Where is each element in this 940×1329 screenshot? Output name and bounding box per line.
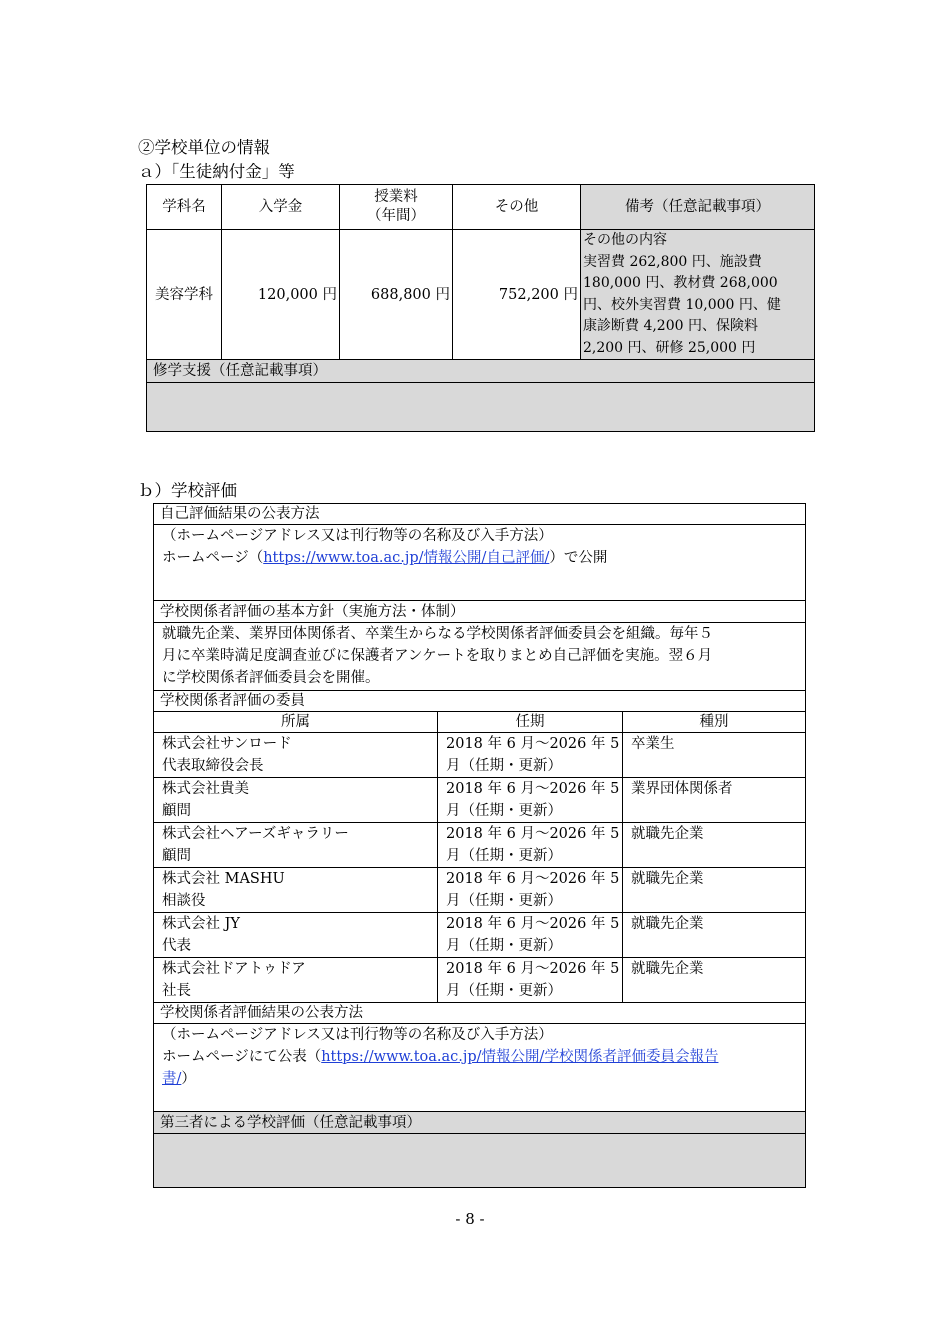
member-org: 株式会社 MASHU [162,871,285,887]
fees-heading: ａ）「生徒納付金」等 [138,162,295,181]
support-value [147,383,815,432]
member-term [438,868,623,913]
member-org: 株式会社ヘアーズギャラリー [162,826,349,842]
members-label-row [154,691,806,712]
member-term-line1: 2018 年 6 月〜2026 年 5 [446,736,620,752]
self-eval-link[interactable]: https://www.toa.ac.jp/情報公開/自己評価/ [263,550,550,566]
cell-department: 美容学科 [147,230,222,360]
policy-content [154,623,806,691]
member-role: 代表 [162,938,191,954]
member-affiliation [154,913,438,958]
cell-admission: 120,000 円 [222,230,340,360]
policy-line: に学校関係者評価委員会を開催。 [162,670,380,686]
member-affiliation [154,958,438,1003]
policy-label-row [154,601,806,623]
section-title: ②学校単位の情報 [138,138,270,157]
member-term-line2: 月（任期・更新） [446,938,562,954]
fees-data-row [147,230,815,360]
header-remarks: 備考（任意記載事項） [581,185,815,230]
member-row [154,913,806,958]
member-type: 就職先企業 [623,868,806,913]
member-type: 就職先企業 [623,913,806,958]
member-org: 株式会社ドアトゥドア [162,961,306,977]
member-type: 就職先企業 [623,823,806,868]
header-other: その他 [453,185,581,230]
member-row [154,868,806,913]
members-header-term: 任期 [438,712,623,733]
remarks-line: その他の内容 [583,232,667,248]
result-line [162,1046,805,1068]
member-term-line1: 2018 年 6 月〜2026 年 5 [446,916,620,932]
result-label: 学校関係者評価結果の公表方法 [154,1003,806,1024]
member-affiliation [154,823,438,868]
policy-label: 学校関係者評価の基本方針（実施方法・体制） [154,601,806,623]
self-eval-suffix: ）で公開 [549,550,608,566]
member-role: 顧問 [162,848,191,864]
fees-header-row [147,185,815,230]
remarks-line: 実習費 262,800 円、施設費 [583,253,762,270]
member-affiliation [154,733,438,778]
member-type: 就職先企業 [623,958,806,1003]
header-department: 学科名 [147,185,222,230]
member-row [154,778,806,823]
member-type: 業界団体関係者 [623,778,806,823]
policy-content-row [154,623,806,691]
cell-other: 752,200 円 [453,230,581,360]
remarks-line: 2,200 円、研修 25,000 円 [583,339,756,356]
member-term [438,778,623,823]
result-content [154,1024,806,1112]
member-org: 株式会社サンロード [162,736,292,752]
member-term-line2: 月（任期・更新） [446,758,562,774]
member-type: 卒業生 [623,733,806,778]
member-org: 株式会社貴美 [162,781,249,797]
self-eval-label-row [154,504,806,525]
result-prefix: ホームページにて公表（ [162,1049,322,1065]
member-role: 代表取締役会長 [162,758,264,774]
member-row [154,823,806,868]
member-row [154,733,806,778]
support-label-row [147,360,815,383]
member-term [438,913,623,958]
member-term-line1: 2018 年 6 月〜2026 年 5 [446,871,620,887]
header-tuition-line1: 授業料 [374,189,418,205]
member-term-line2: 月（任期・更新） [446,983,562,999]
policy-line: 就職先企業、業界団体関係者、卒業生からなる学校関係者評価委員会を組織。毎年５ [162,626,713,642]
member-org: 株式会社 JY [162,916,240,932]
page-number: - 8 - [455,1210,485,1228]
member-role: 社長 [162,983,191,999]
third-party-value-row [154,1134,806,1188]
self-eval-line [162,547,805,569]
member-affiliation [154,868,438,913]
self-eval-prefix: ホームページ（ [162,550,264,566]
member-role: 顧問 [162,803,191,819]
member-role: 相談役 [162,893,206,909]
member-term-line1: 2018 年 6 月〜2026 年 5 [446,781,620,797]
member-term-line2: 月（任期・更新） [446,848,562,864]
member-term-line2: 月（任期・更新） [446,893,562,909]
members-label: 学校関係者評価の委員 [154,691,806,712]
cell-tuition: 688,800 円 [340,230,453,360]
remarks-line: 180,000 円、教材費 268,000 [583,275,778,291]
header-tuition [340,185,453,230]
policy-line: 月に卒業時満足度調査並びに保護者アンケートを取りまとめ自己評価を実施。翌６月 [162,648,713,664]
fees-table [146,184,815,432]
members-header-affiliation: 所属 [154,712,438,733]
result-suffix: ） [181,1071,196,1087]
header-admission: 入学金 [222,185,340,230]
header-tuition-line2: （年間） [367,208,425,224]
third-party-label-row [154,1112,806,1134]
member-row [154,958,806,1003]
result-content-row [154,1024,806,1112]
self-eval-note: （ホームページアドレス又は刊行物等の名称及び入手方法） [162,528,553,544]
self-eval-content-row [154,525,806,601]
self-eval-label: 自己評価結果の公表方法 [154,504,806,525]
result-link[interactable]: https://www.toa.ac.jp/情報公開/学校関係者評価委員会報告 [321,1049,719,1065]
member-term [438,823,623,868]
evaluation-heading: ｂ）学校評価 [138,481,237,500]
result-note: （ホームページアドレス又は刊行物等の名称及び入手方法） [162,1027,553,1043]
third-party-label: 第三者による学校評価（任意記載事項） [154,1112,806,1134]
support-label: 修学支援（任意記載事項） [147,360,815,383]
evaluation-table [153,503,806,1188]
result-line [162,1068,805,1090]
self-eval-content [154,525,806,601]
member-term [438,958,623,1003]
member-term-line1: 2018 年 6 月〜2026 年 5 [446,961,620,977]
member-affiliation [154,778,438,823]
members-header-row [154,712,806,733]
cell-remarks [581,230,815,360]
remarks-line: 康診断費 4,200 円、保険料 [583,318,758,334]
result-link-continued[interactable]: 書/ [162,1071,182,1087]
third-party-value [154,1134,806,1188]
members-header-type: 種別 [623,712,806,733]
member-term-line2: 月（任期・更新） [446,803,562,819]
result-label-row [154,1003,806,1024]
support-value-row [147,383,815,432]
member-term-line1: 2018 年 6 月〜2026 年 5 [446,826,620,842]
member-term [438,733,623,778]
remarks-line: 円、校外実習費 10,000 円、健 [583,296,781,313]
